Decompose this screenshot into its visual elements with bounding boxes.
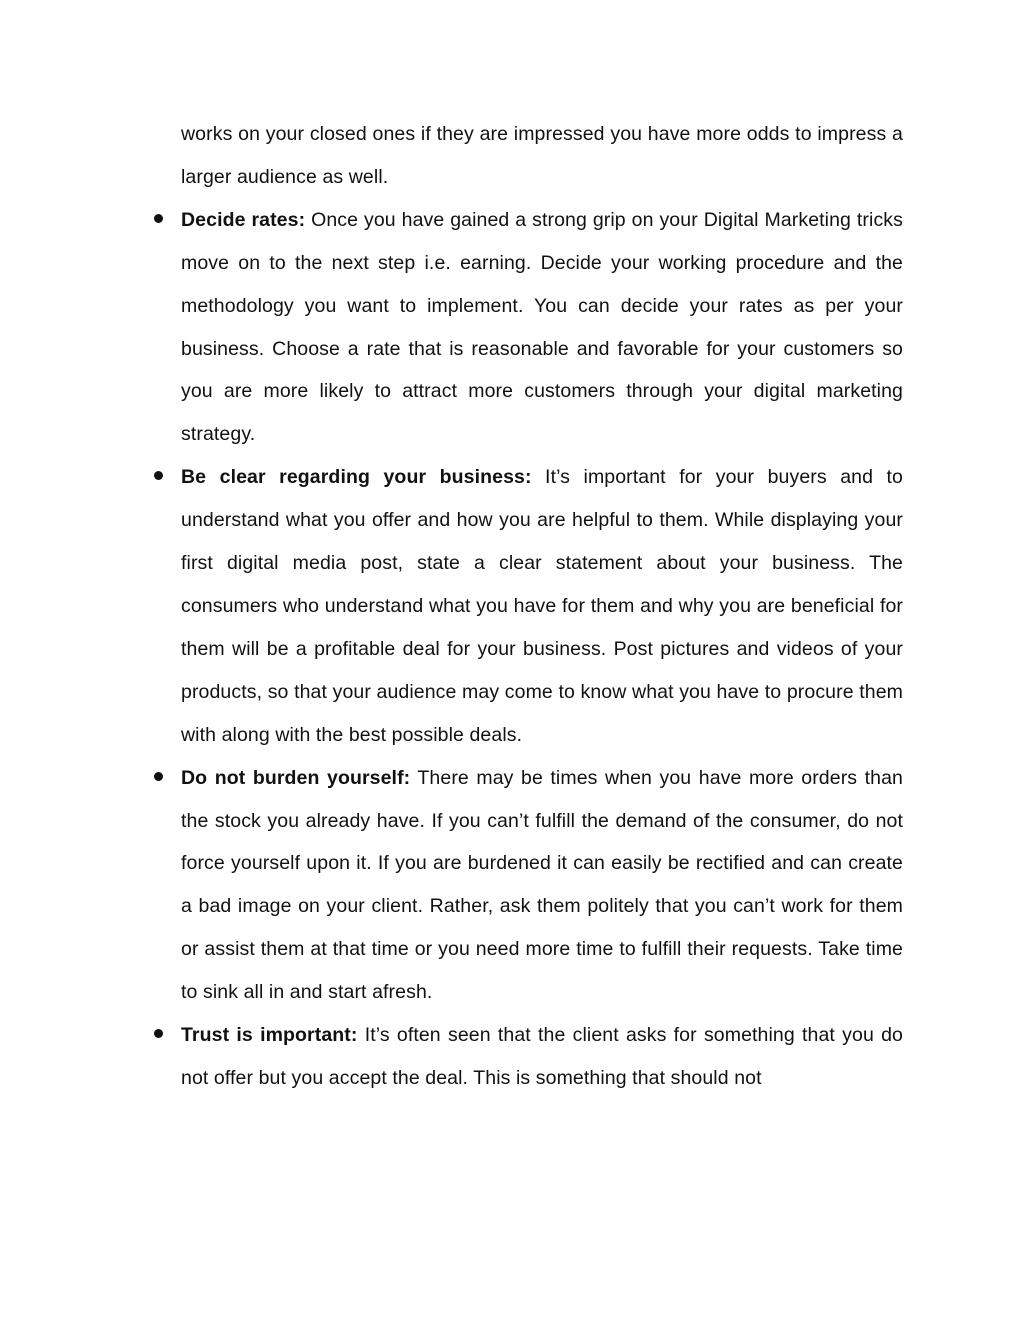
bullet-text: It’s often seen that the client asks for something that you do not offer but you accept the deal. This is something that should not <box>181 1024 904 1089</box>
bullet-paragraph <box>181 456 903 756</box>
bullet-paragraph <box>181 757 903 1014</box>
bullet-list <box>181 199 903 1100</box>
bullet-heading: Do not burden yourself: <box>181 766 411 789</box>
bullet-heading: Decide rates: <box>181 208 306 231</box>
bullet-text: There may be times when you have more orders than the stock you already have. If you can’t fulfill the demand of the consumer, do not force yourself upon it. If you are burdened it can easily be rectified and can create a bad image on your client. Rather, ask them politely that you can’t work for them or assist them at that time or you need more time to fulfill their requests. Take time to sink all in and start afresh. <box>181 766 903 1004</box>
bullet-icon <box>154 772 163 781</box>
bullet-item-decide-rates <box>181 199 903 456</box>
bullet-paragraph <box>181 1014 903 1100</box>
bullet-paragraph <box>181 199 903 456</box>
bullet-item-trust <box>181 1014 903 1100</box>
bullet-icon <box>154 471 163 480</box>
bullet-text: It’s important for your buyers and to understand what you offer and how you are helpful to them. While displaying your first digital media post, state a clear statement about your business. The consumers who understand what you have for them and why you are beneficial for them will be a profitable deal for your business. Post pictures and videos of your products, so that your audience may come to know what you have to procure them with along with the best possible deals. <box>181 466 903 746</box>
bullet-heading: Trust is important: <box>181 1024 358 1047</box>
document-body <box>181 113 903 1100</box>
bullet-item-do-not-burden <box>181 757 903 1014</box>
bullet-icon <box>154 1029 163 1038</box>
bullet-icon <box>154 214 163 223</box>
bullet-heading: Be clear regarding your business: <box>181 466 532 489</box>
bullet-text: Once you have gained a strong grip on your Digital Marketing tricks move on to the next step i.e. earning. Decide your working procedure and the methodology you want to implement. You can decide your rates as per your business. Choose a rate that is reasonable and favorable for your customers so you are more likely to attract more customers through your digital marketing strategy. <box>181 208 903 446</box>
continuation-paragraph: works on your closed ones if they are impressed you have more odds to impress a larger audience as well. <box>181 123 903 188</box>
bullet-item-be-clear <box>181 456 903 756</box>
